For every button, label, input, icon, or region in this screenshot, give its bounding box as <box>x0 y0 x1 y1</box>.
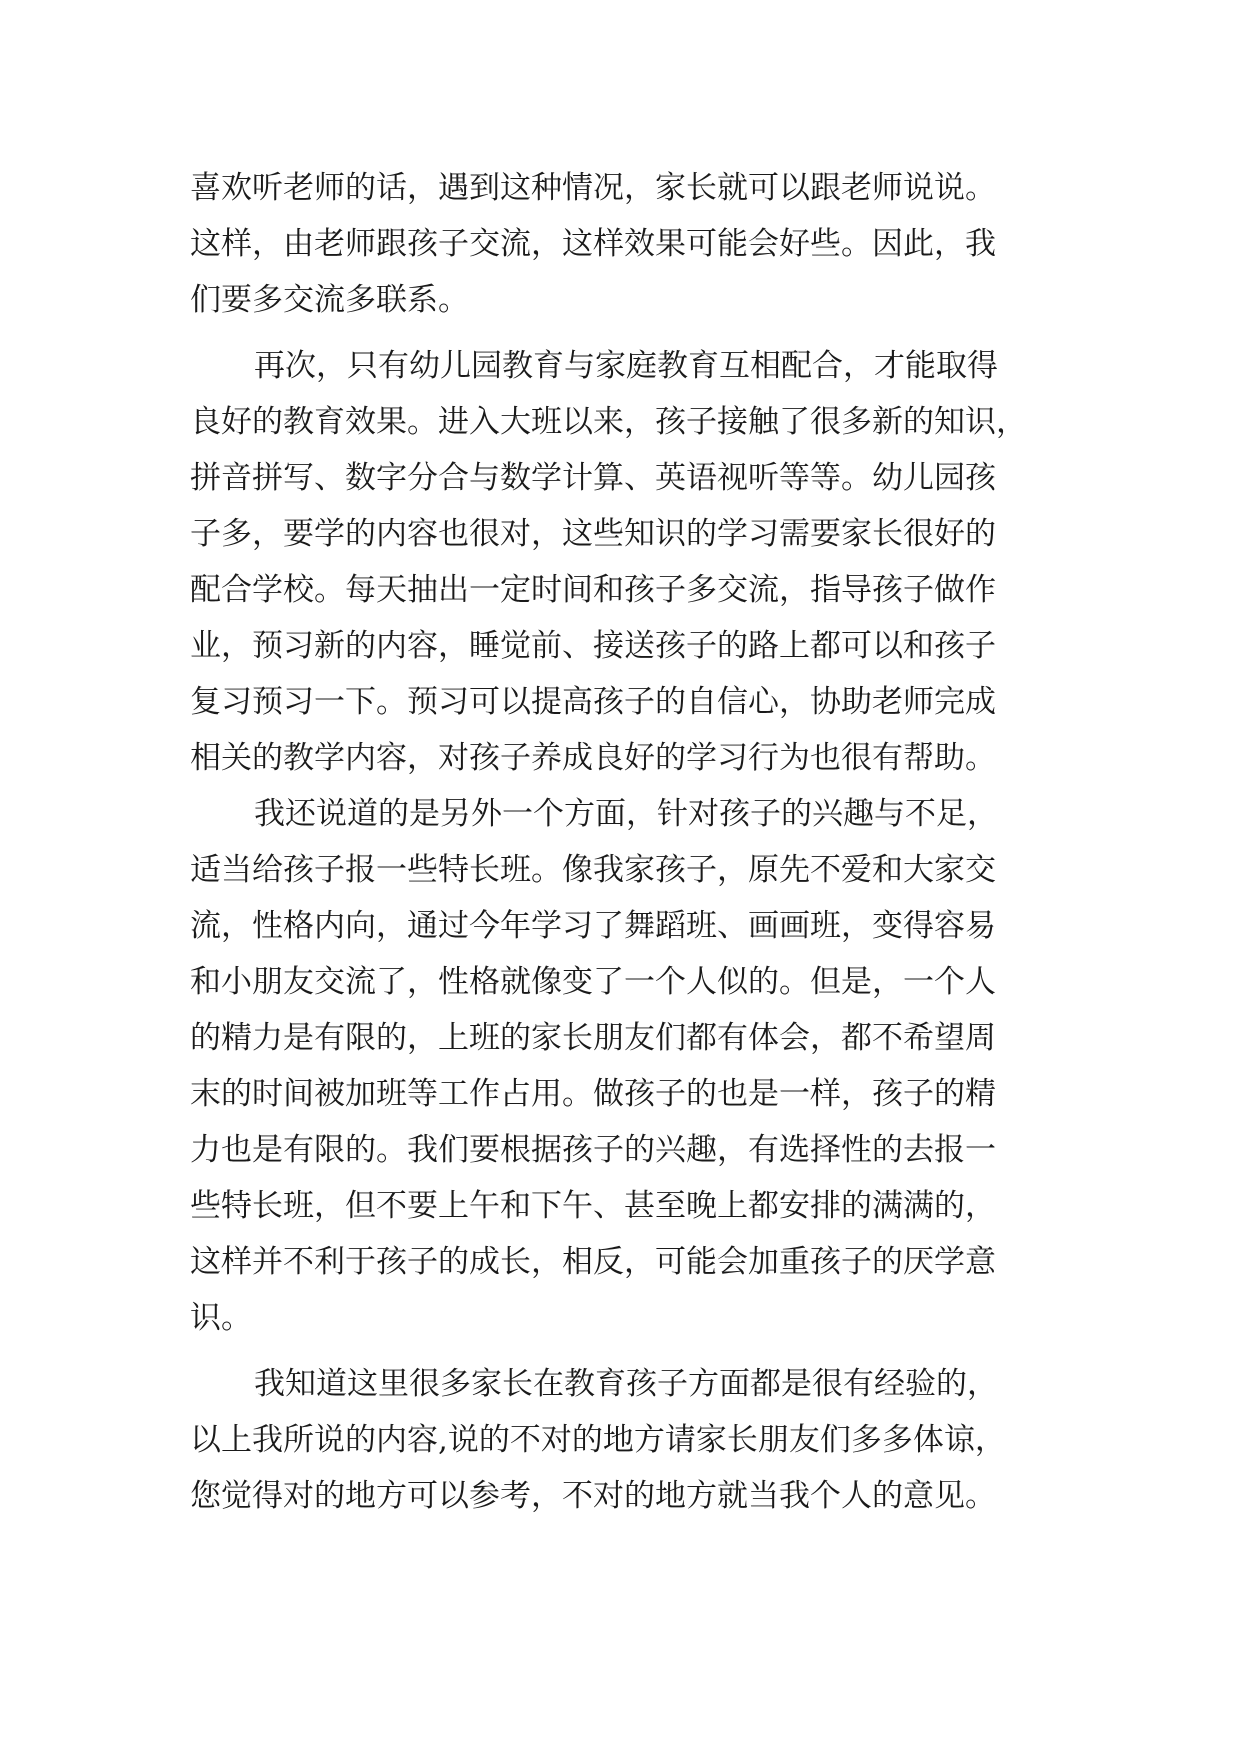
text-line: 您觉得对的地方可以参考，不对的地方就当我个人的意见。 <box>190 1478 996 1514</box>
text-line: 我还说道的是另外一个方面，针对孩子的兴趣与不足， <box>254 796 998 832</box>
text-line: 和小朋友交流了，性格就像变了一个人似的。但是，一个人 <box>190 964 996 1000</box>
text-line: 识。 <box>190 1300 252 1336</box>
text-line: 这样，由老师跟孩子交流，这样效果可能会好些。因此，我 <box>190 226 996 262</box>
text-line: 配合学校。每天抽出一定时间和孩子多交流，指导孩子做作 <box>190 572 996 608</box>
text-line: 适当给孩子报一些特长班。像我家孩子，原先不爱和大家交 <box>190 852 996 888</box>
document-body <box>190 160 1070 1524</box>
paragraph-3 <box>190 786 1070 1346</box>
text-line: 拼音拼写、数字分合与数学计算、英语视听等等。幼儿园孩 <box>190 460 996 496</box>
text-line: 以上我所说的内容,说的不对的地方请家长朋友们多多体谅， <box>190 1422 1006 1458</box>
text-line: 我知道这里很多家长在教育孩子方面都是很有经验的， <box>254 1366 998 1402</box>
paragraph-spacing <box>190 328 1070 338</box>
paragraph-1 <box>190 160 1070 328</box>
text-line: 力也是有限的。我们要根据孩子的兴趣，有选择性的去报一 <box>190 1132 996 1168</box>
text-line: 良好的教育效果。进入大班以来，孩子接触了很多新的知识， <box>190 404 1027 440</box>
text-line: 复习预习一下。预习可以提高孩子的自信心，协助老师完成 <box>190 684 996 720</box>
text-line: 些特长班，但不要上午和下午、甚至晚上都安排的满满的， <box>190 1188 996 1224</box>
text-line: 流，性格内向，通过今年学习了舞蹈班、画画班，变得容易 <box>190 908 996 944</box>
text-line: 这样并不利于孩子的成长，相反，可能会加重孩子的厌学意 <box>190 1244 996 1280</box>
text-line: 们要多交流多联系。 <box>190 282 469 318</box>
text-line: 的精力是有限的，上班的家长朋友们都有体会，都不希望周 <box>190 1020 996 1056</box>
text-line: 再次，只有幼儿园教育与家庭教育互相配合，才能取得 <box>254 348 998 384</box>
paragraph-spacing <box>190 1346 1070 1356</box>
paragraph-4 <box>190 1356 1070 1524</box>
paragraph-2 <box>190 338 1070 786</box>
text-line: 子多，要学的内容也很对，这些知识的学习需要家长很好的 <box>190 516 996 552</box>
text-line: 业，预习新的内容，睡觉前、接送孩子的路上都可以和孩子 <box>190 628 996 664</box>
text-line: 相关的教学内容，对孩子养成良好的学习行为也很有帮助。 <box>190 740 996 776</box>
text-line: 末的时间被加班等工作占用。做孩子的也是一样，孩子的精 <box>190 1076 996 1112</box>
text-line: 喜欢听老师的话，遇到这种情况，家长就可以跟老师说说。 <box>190 170 996 206</box>
